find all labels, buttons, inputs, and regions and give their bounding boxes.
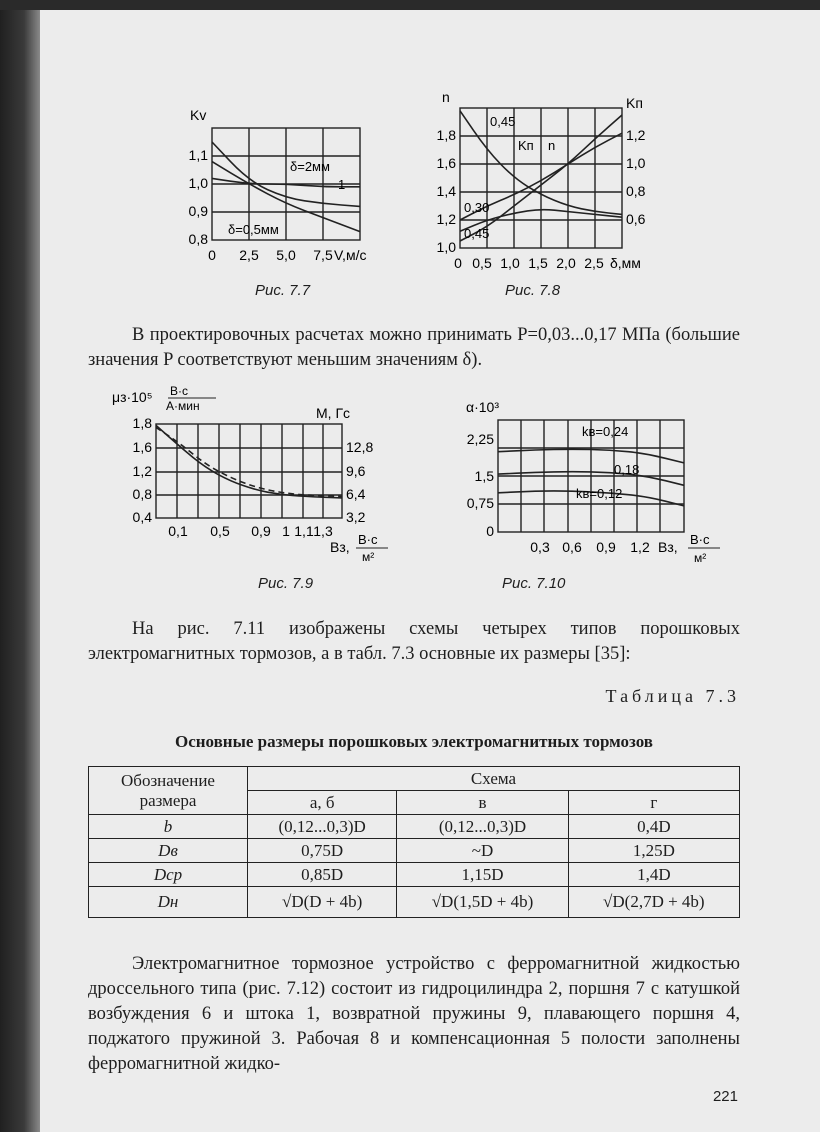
table-cell: √D(D + 4b) xyxy=(248,887,397,918)
fig79-y-right-tick: 3,2 xyxy=(346,509,366,525)
fig79-x-tick: 1,3 xyxy=(313,523,333,539)
figure-7-7-chart xyxy=(150,96,390,278)
fig78-y-right-tick: 1,2 xyxy=(626,127,646,143)
fig710-x-tick: 0,3 xyxy=(530,539,550,555)
fig78-y-right-tick: 0,8 xyxy=(626,183,646,199)
fig78-label-kp: Kп xyxy=(518,138,534,153)
fig78-x-tick: 2,5 xyxy=(584,255,604,271)
fig77-x-tick: 0 xyxy=(208,247,216,263)
fig710-x-tick: 0,9 xyxy=(596,539,616,555)
fig710-label-018: 0,18 xyxy=(614,462,640,477)
fig78-y-right-tick: 1,0 xyxy=(626,155,646,171)
table-cell-name: Dв xyxy=(89,839,248,863)
fig77-y-tick: 1,1 xyxy=(188,147,208,163)
scan-top-edge xyxy=(0,0,820,10)
table-row xyxy=(89,887,740,918)
fig79-x-unit-den: м² xyxy=(362,550,375,564)
figure-7-7 xyxy=(150,96,390,278)
figure-7-10-chart xyxy=(440,392,740,574)
fig710-y-tick: 0,75 xyxy=(466,495,494,511)
fig79-x-tick: 1,1 xyxy=(294,523,314,539)
fig77-label-2mm: δ=2мм xyxy=(290,159,330,174)
table-subheader: в xyxy=(397,791,568,815)
fig77-x-tick: 2,5 xyxy=(239,247,259,263)
fig79-x-tick: 1 xyxy=(282,523,290,539)
fig78-y-right-tick: 0,6 xyxy=(626,211,646,227)
fig77-y-tick: 0,8 xyxy=(188,231,208,247)
paragraph-pressure xyxy=(88,323,740,373)
table-header-scheme: Схема xyxy=(248,767,740,791)
table-cell-name: b xyxy=(89,815,248,839)
table-cell: 1,25D xyxy=(568,839,739,863)
fig710-y-tick: 1,5 xyxy=(474,468,494,484)
fig710-label-012: kв=0,12 xyxy=(576,486,623,501)
fig79-x-unit: Bз, xyxy=(330,539,350,555)
fig78-label-045-bottom: 0,45 xyxy=(464,226,490,241)
fig78-label-n: n xyxy=(548,138,556,153)
figure-7-7-caption: Рис. 7.7 xyxy=(255,282,311,299)
fig78-y-left-tick: 1,0 xyxy=(436,239,456,255)
fig78-label-045-top: 0,45 xyxy=(490,114,516,129)
fig78-x-tick: 0 xyxy=(454,255,462,271)
fig79-y-left-unit-den: А·мин xyxy=(166,399,200,413)
fig78-x-tick: 0,5 xyxy=(472,255,492,271)
fig79-x-unit-num: В·с xyxy=(358,532,378,547)
fig79-series xyxy=(156,425,342,498)
fig77-y-tick: 1,0 xyxy=(188,175,208,191)
fig78-y-left-tick: 1,2 xyxy=(436,211,456,227)
fig78-x-tick: 2,0 xyxy=(556,255,576,271)
fig79-curve-m xyxy=(156,427,342,496)
dimensions-table xyxy=(88,766,740,918)
page-number: 221 xyxy=(712,1088,738,1105)
fig79-y-right-tick: 9,6 xyxy=(346,463,366,479)
fig710-x-unit-num: В·с xyxy=(690,532,710,547)
table-cell-name: Dср xyxy=(89,863,248,887)
figure-7-9-grid xyxy=(156,424,342,518)
fig710-y-tick: 2,25 xyxy=(466,431,494,447)
fig78-y-left-title: n xyxy=(442,89,450,105)
fig79-y-right-title: М, Гс xyxy=(316,405,351,421)
table-cell: ~D xyxy=(397,839,568,863)
table-cell: (0,12...0,3)D xyxy=(397,815,568,839)
fig77-x-tick: 7,5 xyxy=(313,247,333,263)
fig77-y-title: Kv xyxy=(190,107,207,123)
fig710-x-tick: 0,6 xyxy=(562,539,582,555)
fig79-y-left-title: μз·10⁵ xyxy=(112,389,153,405)
fig79-y-left-tick: 1,6 xyxy=(132,439,152,455)
fig710-x-unit: Bз, xyxy=(658,539,678,555)
fig79-y-left-tick: 1,2 xyxy=(132,463,152,479)
book-binding-shadow xyxy=(0,0,40,1132)
figure-7-9-caption: Рис. 7.9 xyxy=(258,575,314,592)
table-cell: 0,85D xyxy=(248,863,397,887)
table-subheader: а, б xyxy=(248,791,397,815)
fig79-y-right-tick: 6,4 xyxy=(346,486,366,502)
fig79-x-tick: 0,9 xyxy=(251,523,271,539)
table-header-designation: Обозначение размера xyxy=(89,767,248,815)
fig78-x-tick: 1,0 xyxy=(500,255,520,271)
table-cell-name: Dн xyxy=(89,887,248,918)
fig710-x-unit-den: м² xyxy=(694,551,707,565)
fig77-label-1: 1 xyxy=(338,177,346,192)
table-cell: 1,4D xyxy=(568,863,739,887)
fig78-x-tick: 1,5 xyxy=(528,255,548,271)
fig710-y-tick: 0 xyxy=(486,523,494,539)
table-cell: (0,12...0,3)D xyxy=(248,815,397,839)
fig79-curve-mu xyxy=(156,425,342,498)
figure-7-9 xyxy=(108,382,398,574)
paragraph-brake-types xyxy=(88,617,740,667)
paragraph-brake-types-text: На рис. 7.11 изображены схемы четырех типов порошковых электромагнитных тормозов, а в табл. 7.3 основные их размеры [35]: xyxy=(88,619,740,664)
fig77-x-unit: V,м/с xyxy=(334,247,367,263)
paragraph-ferrofluid-brake-text: Электромагнитное тормозное устройство с ферромагнитной жидкостью дроссельного типа (рис. 7.12) состоит из гидроцилиндра 2, поршня 7 с катушкой возбуждения 6 и штока 1, возвратной пружины 9, плавающего поршня 4, поджатого пружиной 3. Рабочая 8 и компенсационная 5 полости заполнены ферромагнитной жидко- xyxy=(88,954,740,1074)
fig78-x-unit: δ,мм xyxy=(610,255,641,271)
fig79-x-tick: 0,5 xyxy=(210,523,230,539)
table-cell: 0,4D xyxy=(568,815,739,839)
figure-7-8-caption: Рис. 7.8 xyxy=(505,282,561,299)
table-header-row xyxy=(89,767,740,791)
table-cell: 0,75D xyxy=(248,839,397,863)
fig79-y-left-tick: 0,4 xyxy=(132,509,152,525)
figure-7-8 xyxy=(420,84,670,280)
figure-7-10-caption: Рис. 7.10 xyxy=(502,575,566,592)
fig710-label-024: kв=0,24 xyxy=(582,424,629,439)
figure-7-9-chart xyxy=(108,382,398,574)
table-cell: 1,15D xyxy=(397,863,568,887)
table-row xyxy=(89,839,740,863)
table-row xyxy=(89,815,740,839)
fig79-y-right-tick: 12,8 xyxy=(346,439,374,455)
figure-7-8-chart xyxy=(420,84,670,280)
table-title: Основные размеры порошковых электромагнитных тормозов xyxy=(174,732,653,751)
fig79-y-left-unit-num: В·с xyxy=(170,384,188,398)
fig78-y-left-tick: 1,6 xyxy=(436,155,456,171)
fig79-y-left-tick: 0,8 xyxy=(132,486,152,502)
fig79-x-tick: 0,1 xyxy=(168,523,188,539)
fig78-y-left-tick: 1,4 xyxy=(436,183,456,199)
table-cell: √D(2,7D + 4b) xyxy=(568,887,739,918)
table-cell: √D(1,5D + 4b) xyxy=(397,887,568,918)
fig77-label-05mm: δ=0,5мм xyxy=(228,222,279,237)
table-row xyxy=(89,863,740,887)
table-label: Таблица 7.3 xyxy=(605,686,740,706)
table-subheader: г xyxy=(568,791,739,815)
paragraph-pressure-text: В проектировочных расчетах можно принимать P=0,03...0,17 МПа (большие значения P соответствуют меньшим значениям δ). xyxy=(88,325,740,370)
fig79-y-left-tick: 1,8 xyxy=(132,415,152,431)
fig78-label-030: 0,30 xyxy=(464,200,490,215)
fig77-y-tick: 0,9 xyxy=(188,203,208,219)
paragraph-ferrofluid-brake xyxy=(88,952,740,1077)
fig710-x-tick: 1,2 xyxy=(630,539,650,555)
figure-7-10 xyxy=(440,392,740,574)
fig78-y-left-tick: 1,8 xyxy=(436,127,456,143)
fig78-y-right-title: Kп xyxy=(626,95,643,111)
fig77-x-tick: 5,0 xyxy=(276,247,296,263)
fig710-y-title: α·10³ xyxy=(466,399,499,415)
